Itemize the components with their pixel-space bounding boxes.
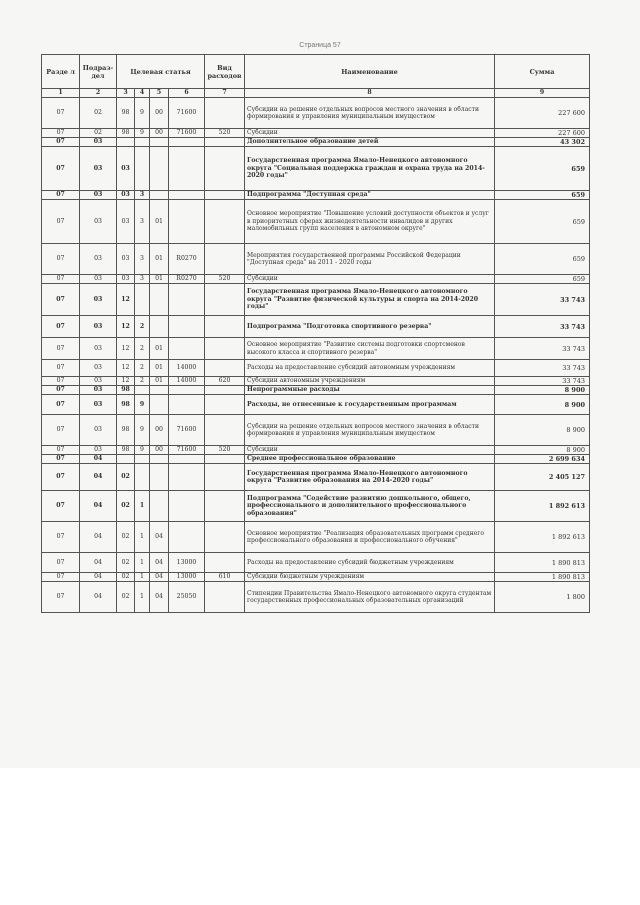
cell-summa: 659: [495, 244, 590, 275]
cell-naimenovanie: Дополнительное образование детей: [245, 138, 495, 147]
cell-vid-raskhodov: [205, 582, 245, 613]
cell-summa: 33 743: [495, 377, 590, 386]
cell-vid-raskhodov: 520: [205, 446, 245, 455]
cell-summa: 8 900: [495, 386, 590, 395]
cell-subprogram: [135, 147, 150, 191]
cell-summa: 8 900: [495, 415, 590, 446]
cell-activity: 01: [150, 244, 169, 275]
cell-naimenovanie: Субсидии: [245, 446, 495, 455]
cell-vid-raskhodov: [205, 360, 245, 377]
cell-activity: 01: [150, 377, 169, 386]
cell-naimenovanie: Непрограммные расходы: [245, 386, 495, 395]
cell-vid-raskhodov: 620: [205, 377, 245, 386]
cell-subprogram: 9: [135, 395, 150, 415]
table-row: [42, 491, 590, 522]
cell-podrazdel: 03: [80, 275, 117, 284]
cell-program: 02: [117, 573, 135, 582]
cell-activity: 01: [150, 275, 169, 284]
cell-program: 12: [117, 360, 135, 377]
cell-activity: 00: [150, 446, 169, 455]
cell-naimenovanie: Мероприятия государственной программы Российской Федерации "Доступная среда" на 2011 - 2020 годы: [245, 244, 495, 275]
cell-summa: 33 743: [495, 284, 590, 316]
cell-naimenovanie: Субсидии: [245, 129, 495, 138]
cell-razdel: 07: [42, 573, 80, 582]
cell-podrazdel: 04: [80, 582, 117, 613]
cell-naimenovanie: Основное мероприятие "Реализация образовательных программ среднего профессионального образования и профессионального обучения": [245, 522, 495, 553]
cell-direction: [169, 316, 205, 338]
index-cell: 3: [117, 89, 135, 98]
table-body: [42, 98, 590, 613]
cell-podrazdel: 03: [80, 377, 117, 386]
header-summa: Сумма: [495, 55, 590, 89]
cell-razdel: 07: [42, 200, 80, 244]
cell-vid-raskhodov: 610: [205, 573, 245, 582]
cell-naimenovanie: Расходы на предоставление субсидий автономным учреждениям: [245, 360, 495, 377]
cell-program: 98: [117, 386, 135, 395]
cell-naimenovanie: Субсидии бюджетным учреждениям: [245, 573, 495, 582]
cell-subprogram: 1: [135, 573, 150, 582]
cell-subprogram: 2: [135, 377, 150, 386]
cell-activity: [150, 386, 169, 395]
cell-subprogram: 1: [135, 522, 150, 553]
cell-activity: [150, 395, 169, 415]
index-cell: 2: [80, 89, 117, 98]
cell-vid-raskhodov: [205, 553, 245, 573]
cell-razdel: 07: [42, 395, 80, 415]
cell-naimenovanie: Субсидии на решение отдельных вопросов местного значения в области формирования и управления муниципальным имуществом: [245, 415, 495, 446]
table-row: [42, 316, 590, 338]
table-row: [42, 360, 590, 377]
cell-naimenovanie: Подпрограмма "Доступная среда": [245, 191, 495, 200]
cell-podrazdel: 03: [80, 415, 117, 446]
cell-subprogram: [135, 138, 150, 147]
cell-razdel: 07: [42, 553, 80, 573]
cell-activity: [150, 464, 169, 491]
cell-razdel: 07: [42, 386, 80, 395]
cell-direction: [169, 455, 205, 464]
index-cell: 4: [135, 89, 150, 98]
cell-podrazdel: 03: [80, 316, 117, 338]
cell-activity: [150, 147, 169, 191]
cell-direction: [169, 191, 205, 200]
cell-razdel: 07: [42, 491, 80, 522]
cell-naimenovanie: Основное мероприятие "Развитие системы подготовки спортсменов высокого класса и спортивного резерва": [245, 338, 495, 360]
cell-subprogram: [135, 284, 150, 316]
table-row: [42, 284, 590, 316]
cell-podrazdel: 03: [80, 244, 117, 275]
cell-podrazdel: 02: [80, 129, 117, 138]
cell-direction: 71600: [169, 129, 205, 138]
cell-direction: [169, 522, 205, 553]
cell-razdel: 07: [42, 138, 80, 147]
cell-summa: 2 405 127: [495, 464, 590, 491]
cell-direction: 14000: [169, 360, 205, 377]
cell-vid-raskhodov: [205, 200, 245, 244]
cell-program: 12: [117, 284, 135, 316]
cell-naimenovanie: Подпрограмма "Содействие развитию дошкольного, общего, профессионального и дополнительного профессионального образования": [245, 491, 495, 522]
cell-razdel: 07: [42, 582, 80, 613]
cell-naimenovanie: Субсидии на решение отдельных вопросов местного значения в области формирования и управления муниципальным имуществом: [245, 98, 495, 129]
cell-activity: [150, 491, 169, 522]
table-row: [42, 446, 590, 455]
cell-activity: [150, 316, 169, 338]
cell-podrazdel: 04: [80, 573, 117, 582]
cell-summa: 227 600: [495, 129, 590, 138]
table-row: [42, 553, 590, 573]
cell-direction: 13000: [169, 573, 205, 582]
cell-vid-raskhodov: [205, 244, 245, 275]
cell-vid-raskhodov: 520: [205, 129, 245, 138]
cell-direction: [169, 147, 205, 191]
cell-direction: [169, 464, 205, 491]
cell-summa: 2 699 634: [495, 455, 590, 464]
table-row: [42, 147, 590, 191]
cell-program: 02: [117, 464, 135, 491]
cell-program: 98: [117, 446, 135, 455]
header-razdel: Разде л: [42, 55, 80, 89]
cell-naimenovanie: Среднее профессиональное образование: [245, 455, 495, 464]
cell-razdel: 07: [42, 360, 80, 377]
cell-activity: 04: [150, 582, 169, 613]
cell-direction: [169, 284, 205, 316]
cell-subprogram: 2: [135, 360, 150, 377]
cell-program: [117, 455, 135, 464]
cell-subprogram: 2: [135, 338, 150, 360]
cell-naimenovanie: Государственная программа Ямало-Ненецкого автономного округа "Развитие образования на 2014-2020 годы": [245, 464, 495, 491]
table-row: [42, 98, 590, 129]
cell-direction: 14000: [169, 377, 205, 386]
header-podrazdel: Подраз- дел: [80, 55, 117, 89]
table-row: [42, 386, 590, 395]
table-row: [42, 522, 590, 553]
cell-podrazdel: 03: [80, 338, 117, 360]
cell-activity: 04: [150, 522, 169, 553]
cell-summa: 8 900: [495, 395, 590, 415]
cell-direction: R0270: [169, 275, 205, 284]
cell-activity: 00: [150, 129, 169, 138]
cell-activity: 04: [150, 553, 169, 573]
cell-subprogram: [135, 386, 150, 395]
cell-direction: [169, 200, 205, 244]
cell-summa: 43 302: [495, 138, 590, 147]
cell-podrazdel: 04: [80, 491, 117, 522]
table-row: [42, 395, 590, 415]
cell-vid-raskhodov: [205, 138, 245, 147]
cell-direction: 71600: [169, 415, 205, 446]
index-cell: 9: [495, 89, 590, 98]
cell-naimenovanie: Государственная программа Ямало-Ненецкого автономного округа "Развитие физической культуры и спорта на 2014-2020 годы": [245, 284, 495, 316]
cell-vid-raskhodov: [205, 386, 245, 395]
cell-podrazdel: 03: [80, 446, 117, 455]
cell-subprogram: [135, 464, 150, 491]
cell-razdel: 07: [42, 446, 80, 455]
cell-summa: 659: [495, 275, 590, 284]
cell-subprogram: 9: [135, 446, 150, 455]
cell-razdel: 07: [42, 191, 80, 200]
cell-program: 12: [117, 316, 135, 338]
cell-vid-raskhodov: [205, 395, 245, 415]
table-row: [42, 464, 590, 491]
cell-vid-raskhodov: [205, 415, 245, 446]
cell-podrazdel: 03: [80, 360, 117, 377]
cell-program: 02: [117, 491, 135, 522]
cell-razdel: 07: [42, 377, 80, 386]
cell-naimenovanie: Расходы, не отнесенные к государственным программам: [245, 395, 495, 415]
table-row: [42, 200, 590, 244]
cell-vid-raskhodov: [205, 147, 245, 191]
cell-subprogram: 3: [135, 200, 150, 244]
cell-summa: 8 900: [495, 446, 590, 455]
cell-razdel: 07: [42, 147, 80, 191]
cell-razdel: 07: [42, 129, 80, 138]
cell-summa: 33 743: [495, 316, 590, 338]
cell-vid-raskhodov: [205, 491, 245, 522]
cell-program: 03: [117, 147, 135, 191]
table-row: [42, 377, 590, 386]
cell-razdel: 07: [42, 98, 80, 129]
cell-podrazdel: 02: [80, 98, 117, 129]
cell-direction: 71600: [169, 98, 205, 129]
table-row: [42, 573, 590, 582]
cell-vid-raskhodov: [205, 98, 245, 129]
table-row: [42, 129, 590, 138]
index-cell: 5: [150, 89, 169, 98]
page-number: Страница 57: [299, 42, 341, 49]
cell-program: 02: [117, 582, 135, 613]
column-index-row: [42, 89, 590, 98]
cell-podrazdel: 03: [80, 386, 117, 395]
cell-direction: [169, 491, 205, 522]
cell-subprogram: 3: [135, 191, 150, 200]
cell-program: 03: [117, 200, 135, 244]
cell-vid-raskhodov: [205, 191, 245, 200]
cell-podrazdel: 03: [80, 147, 117, 191]
cell-activity: [150, 284, 169, 316]
header-vid-raskhodov: Вид расходов: [205, 55, 245, 89]
cell-summa: 1 890 813: [495, 573, 590, 582]
cell-razdel: 07: [42, 275, 80, 284]
cell-podrazdel: 04: [80, 522, 117, 553]
cell-program: 02: [117, 553, 135, 573]
table-row: [42, 244, 590, 275]
cell-program: 12: [117, 338, 135, 360]
cell-razdel: 07: [42, 455, 80, 464]
cell-summa: 1 890 813: [495, 553, 590, 573]
cell-summa: 33 743: [495, 360, 590, 377]
cell-summa: 1 892 613: [495, 522, 590, 553]
cell-podrazdel: 03: [80, 200, 117, 244]
cell-activity: [150, 455, 169, 464]
table-row: [42, 191, 590, 200]
cell-program: 98: [117, 129, 135, 138]
cell-razdel: 07: [42, 244, 80, 275]
index-cell: 8: [245, 89, 495, 98]
cell-program: 98: [117, 395, 135, 415]
cell-razdel: 07: [42, 415, 80, 446]
cell-podrazdel: 03: [80, 395, 117, 415]
cell-subprogram: 9: [135, 129, 150, 138]
cell-vid-raskhodov: [205, 338, 245, 360]
cell-vid-raskhodov: [205, 284, 245, 316]
cell-direction: [169, 386, 205, 395]
cell-program: 03: [117, 244, 135, 275]
cell-razdel: 07: [42, 522, 80, 553]
cell-vid-raskhodov: [205, 316, 245, 338]
cell-activity: 00: [150, 98, 169, 129]
header-row: [42, 55, 590, 89]
cell-activity: 01: [150, 200, 169, 244]
cell-program: 03: [117, 191, 135, 200]
cell-podrazdel: 03: [80, 191, 117, 200]
cell-activity: 01: [150, 360, 169, 377]
cell-summa: 33 743: [495, 338, 590, 360]
cell-direction: [169, 395, 205, 415]
cell-program: [117, 138, 135, 147]
cell-activity: 00: [150, 415, 169, 446]
cell-subprogram: 9: [135, 98, 150, 129]
cell-subprogram: 3: [135, 275, 150, 284]
cell-naimenovanie: Основное мероприятие "Повышение условий доступности объектов и услуг в приоритетных сферах жизнедеятельности инвалидов и других маломобильных групп населения в автономном округе": [245, 200, 495, 244]
cell-vid-raskhodov: [205, 522, 245, 553]
cell-subprogram: 1: [135, 553, 150, 573]
cell-podrazdel: 03: [80, 284, 117, 316]
cell-summa: 227 600: [495, 98, 590, 129]
cell-program: 98: [117, 98, 135, 129]
cell-podrazdel: 04: [80, 553, 117, 573]
cell-program: 12: [117, 377, 135, 386]
cell-direction: R0270: [169, 244, 205, 275]
cell-naimenovanie: Расходы на предоставление субсидий бюджетным учреждениям: [245, 553, 495, 573]
cell-subprogram: 3: [135, 244, 150, 275]
cell-direction: 25050: [169, 582, 205, 613]
cell-activity: 01: [150, 338, 169, 360]
cell-podrazdel: 04: [80, 464, 117, 491]
cell-direction: [169, 138, 205, 147]
cell-subprogram: 2: [135, 316, 150, 338]
index-cell: 7: [205, 89, 245, 98]
cell-naimenovanie: Государственная программа Ямало-Ненецкого автономного округа "Социальная поддержка граждан и охрана труда на 2014-2020 годы": [245, 147, 495, 191]
cell-subprogram: 1: [135, 491, 150, 522]
cell-activity: 04: [150, 573, 169, 582]
cell-razdel: 07: [42, 464, 80, 491]
table-row: [42, 138, 590, 147]
cell-activity: [150, 191, 169, 200]
cell-summa: 659: [495, 147, 590, 191]
cell-podrazdel: 04: [80, 455, 117, 464]
cell-activity: [150, 138, 169, 147]
table-row: [42, 338, 590, 360]
cell-direction: 71600: [169, 446, 205, 455]
table-row: [42, 455, 590, 464]
cell-podrazdel: 03: [80, 138, 117, 147]
cell-razdel: 07: [42, 316, 80, 338]
cell-razdel: 07: [42, 284, 80, 316]
cell-summa: 1 892 613: [495, 491, 590, 522]
cell-subprogram: [135, 455, 150, 464]
cell-vid-raskhodov: 520: [205, 275, 245, 284]
index-cell: 1: [42, 89, 80, 98]
header-naimenovanie: Наименование: [245, 55, 495, 89]
cell-subprogram: 9: [135, 415, 150, 446]
cell-razdel: 07: [42, 338, 80, 360]
cell-summa: 659: [495, 191, 590, 200]
cell-program: 03: [117, 275, 135, 284]
cell-summa: 1 800: [495, 582, 590, 613]
cell-program: 98: [117, 415, 135, 446]
cell-subprogram: 1: [135, 582, 150, 613]
header-celevaya-statya: Целевая статья: [117, 55, 205, 89]
cell-naimenovanie: Подпрограмма "Подготовка спортивного резерва": [245, 316, 495, 338]
cell-naimenovanie: Стипендии Правительства Ямало-Ненецкого автономного округа студентам государственных профессиональных образовательных организаций: [245, 582, 495, 613]
table-row: [42, 582, 590, 613]
cell-vid-raskhodov: [205, 464, 245, 491]
cell-direction: 13000: [169, 553, 205, 573]
cell-naimenovanie: Субсидии автономным учреждениям: [245, 377, 495, 386]
cell-program: 02: [117, 522, 135, 553]
table-row: [42, 415, 590, 446]
budget-table: [41, 54, 590, 613]
index-cell: 6: [169, 89, 205, 98]
cell-vid-raskhodov: [205, 455, 245, 464]
cell-summa: 659: [495, 200, 590, 244]
cell-direction: [169, 338, 205, 360]
cell-naimenovanie: Субсидии: [245, 275, 495, 284]
table-row: [42, 275, 590, 284]
